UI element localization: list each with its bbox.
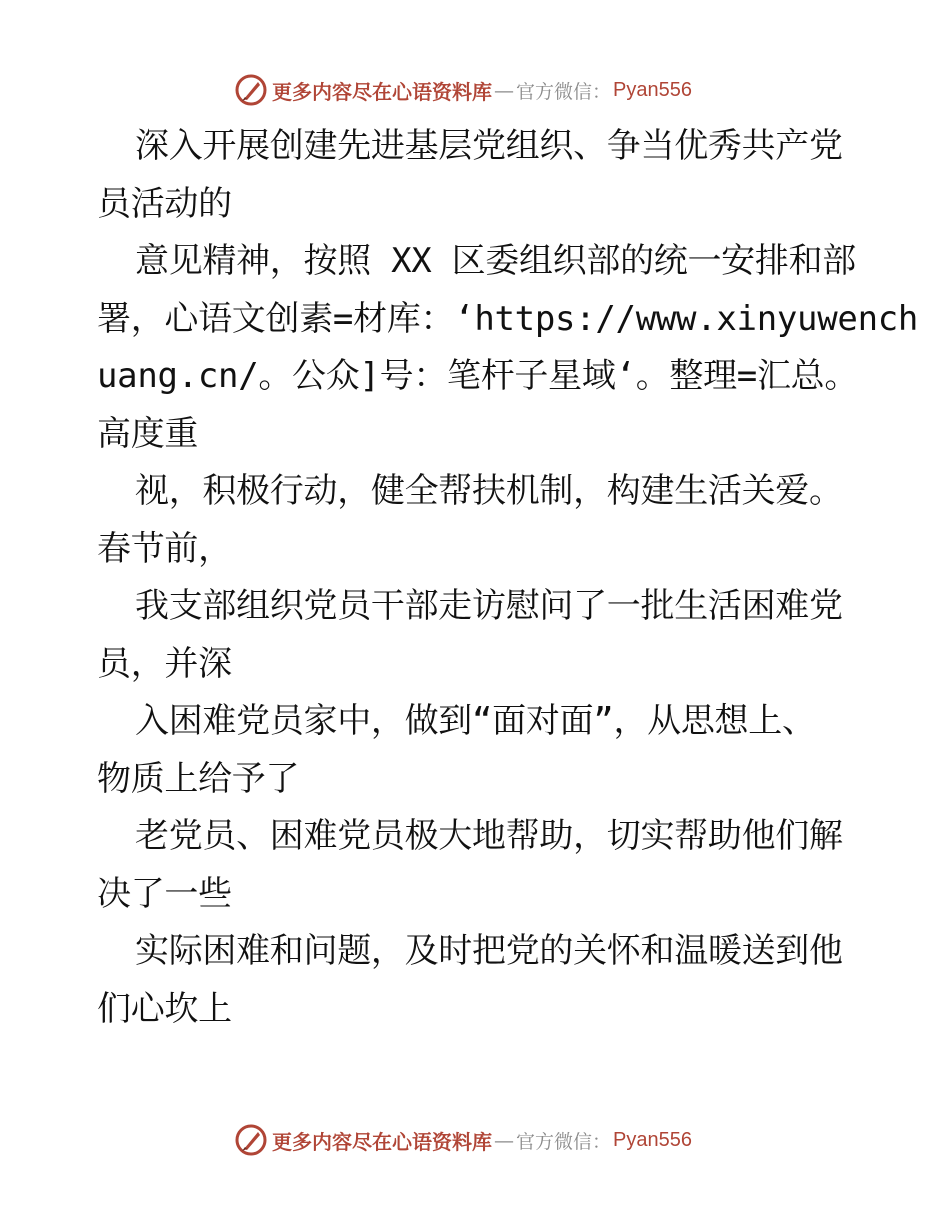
- page-header: [0, 72, 950, 108]
- paragraph-line: 员，并深: [97, 643, 232, 684]
- paragraph-line: 我支部组织党员干部走访慰问了一批生活困难党: [135, 586, 843, 626]
- paragraph-line: 署，心语文创素=材库：‘https://www.xinyuwench: [97, 298, 919, 339]
- header-banner-id: Pyan556: [613, 78, 692, 101]
- header-banner-title: 更多内容尽在心语资料库: [272, 79, 492, 104]
- paragraph-line: 们心坎上: [97, 988, 232, 1029]
- footer-banner: [234, 1122, 692, 1158]
- paragraph-line: 老党员、困难党员极大地帮助，切实帮助他们解: [135, 816, 843, 856]
- paragraph-line: 深入开展创建先进基层党组织、争当优秀共产党: [135, 126, 843, 166]
- paragraph-line: 意见精神，按照 XX 区委组织部的统一安排和部: [135, 241, 856, 281]
- footer-banner-dash: —: [494, 1128, 514, 1152]
- header-banner-subtitle: 官方微信：: [516, 80, 612, 103]
- paragraph-line: 决了一些: [97, 873, 232, 914]
- footer-banner-id: Pyan556: [613, 1128, 692, 1151]
- footer-banner-subtitle: 官方微信：: [516, 1130, 612, 1153]
- paragraph-line: 高度重: [97, 413, 199, 454]
- paragraph-line: 视，积极行动，健全帮扶机制，构建生活关爱。: [135, 471, 843, 511]
- footer-banner-title: 更多内容尽在心语资料库: [272, 1129, 492, 1154]
- page-footer: [0, 1122, 950, 1158]
- paragraph-line: 入困难党员家中，做到“面对面”，从思想上、: [135, 701, 816, 741]
- paragraph-line: 员活动的: [97, 183, 232, 224]
- paragraph-line: uang.cn/。公众]号：笔杆子星域‘。整理=汇总。: [97, 356, 859, 396]
- document-body: [97, 118, 919, 1038]
- header-banner-dash: —: [494, 78, 514, 102]
- paragraph-line: 春节前，: [97, 528, 232, 569]
- header-banner: [234, 72, 692, 108]
- quill-logo-icon: [234, 1123, 268, 1157]
- quill-logo-icon: [234, 73, 268, 107]
- paragraph-line: 物质上给予了: [97, 758, 300, 799]
- paragraph-line: 实际困难和问题，及时把党的关怀和温暖送到他: [135, 931, 843, 971]
